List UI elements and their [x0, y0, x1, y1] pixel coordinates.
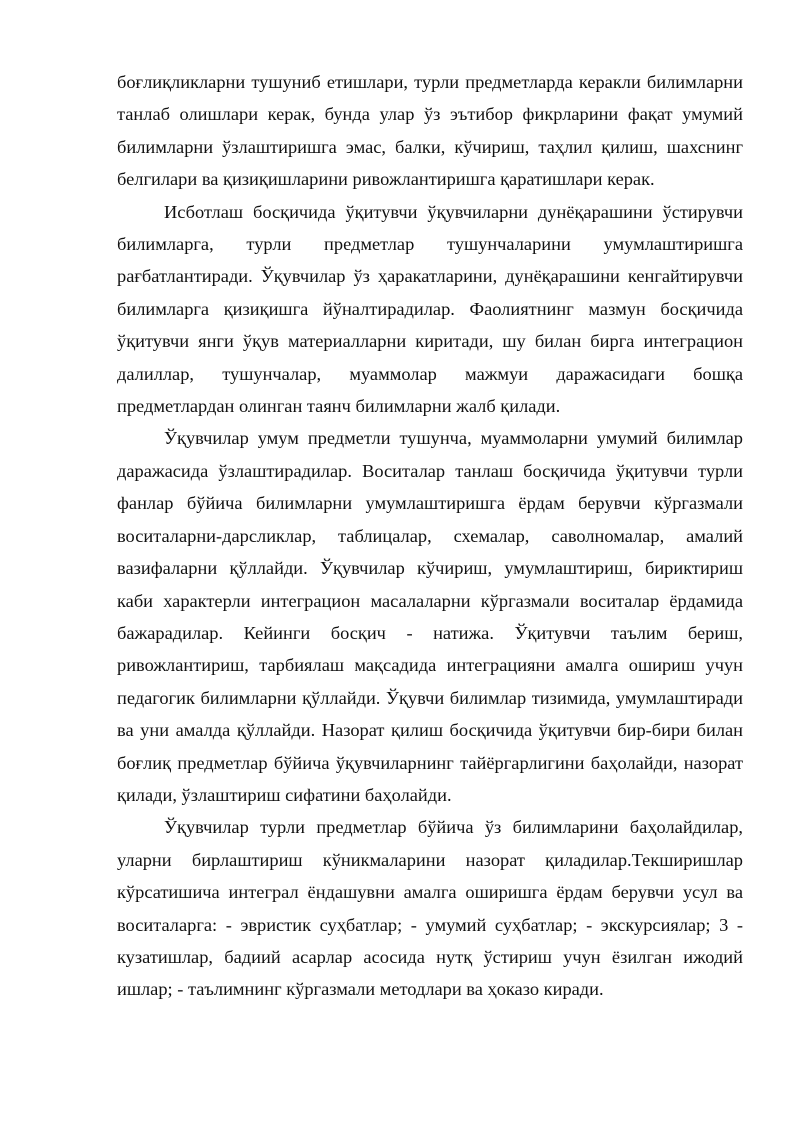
paragraph-assessment: Ўқувчилар турли предметлар бўйича ўз билимларини баҳолайдилар, уларни бирлаштириш кўникмаларини назорат қиладилар.Текширишлар кўрсатишича интеграл ёндашувни амалга оширишга ёрдам берувчи усул ва воситаларга: - эвристик суҳбатлар; - умумий суҳбатлар; - экскурсиялар; 3 - кузатишлар, бадиий асарлар асосида нутқ ўстириш учун ёзилган ижодий ишлар; - таълимнинг кўргазмали методлари ва ҳоказо киради. [117, 817, 743, 1000]
paragraph-continuation: боғлиқликларни тушуниб етишлари, турли предметларда керакли билимларни танлаб олишлари керак, бунда улар ўз эътибор фикрларини фақат умумий билимларни ўзлаштиришга эмас, балки, кўчириш, таҳлил қилиш, шахснинг белгилари ва қизиқишларини ривожлантиришга қаратишлари керак. [117, 72, 743, 190]
paragraph-tools-stage: Ўқувчилар умум предметли тушунча, муаммоларни умумий билимлар даражасида ўзлаштирадилар. Воситалар танлаш босқичида ўқитувчи турли фанлар бўйича билимларни умумлаштиришга ёрдам берувчи кўргазмали воситаларни-дарсликлар, таблицалар, схемалар, саволномалар, амалий вазифаларни қўллайди. Ўқувчилар кўчириш, умумлаштириш, бириктириш каби характерли интеграцион масалаларни кўргазмали воситалар ёрдамида бажарадилар. Кейинги босқич - натижа. Ўқитувчи таълим бериш, ривожлантириш, тарбиялаш мақсадида интеграцияни амалга ошириш учун педагогик билимларни қўллайди. Ўқувчи билимлар тизимида, умумлаштиради ва уни амалда қўллайди. Назорат қилиш босқичида ўқитувчи бир-бири билан боғлиқ предметлар бўйича ўқувчиларнинг тайёргарлигини баҳолайди, назорат қилади, ўзлаштириш сифатини баҳолайди. [117, 428, 743, 805]
paragraph-proof-stage: Исботлаш босқичида ўқитувчи ўқувчиларни дунёқарашини ўстирувчи билимларга, турли предметлар тушунчаларини умумлаштиришга рағбатлантиради. Ўқувчилар ўз ҳаракатларини, дунёқарашини кенгайтирувчи билимларга қизиқишга йўналтирадилар. Фаолиятнинг мазмун босқичида ўқитувчи янги ўқув материалларни киритади, шу билан бирга интеграцион далиллар, тушунчалар, муаммолар мажмуи даражасидаги бошқа предметлардан олинган таянч билимларни жалб қилади. [117, 201, 743, 417]
document-page [117, 66, 743, 1006]
